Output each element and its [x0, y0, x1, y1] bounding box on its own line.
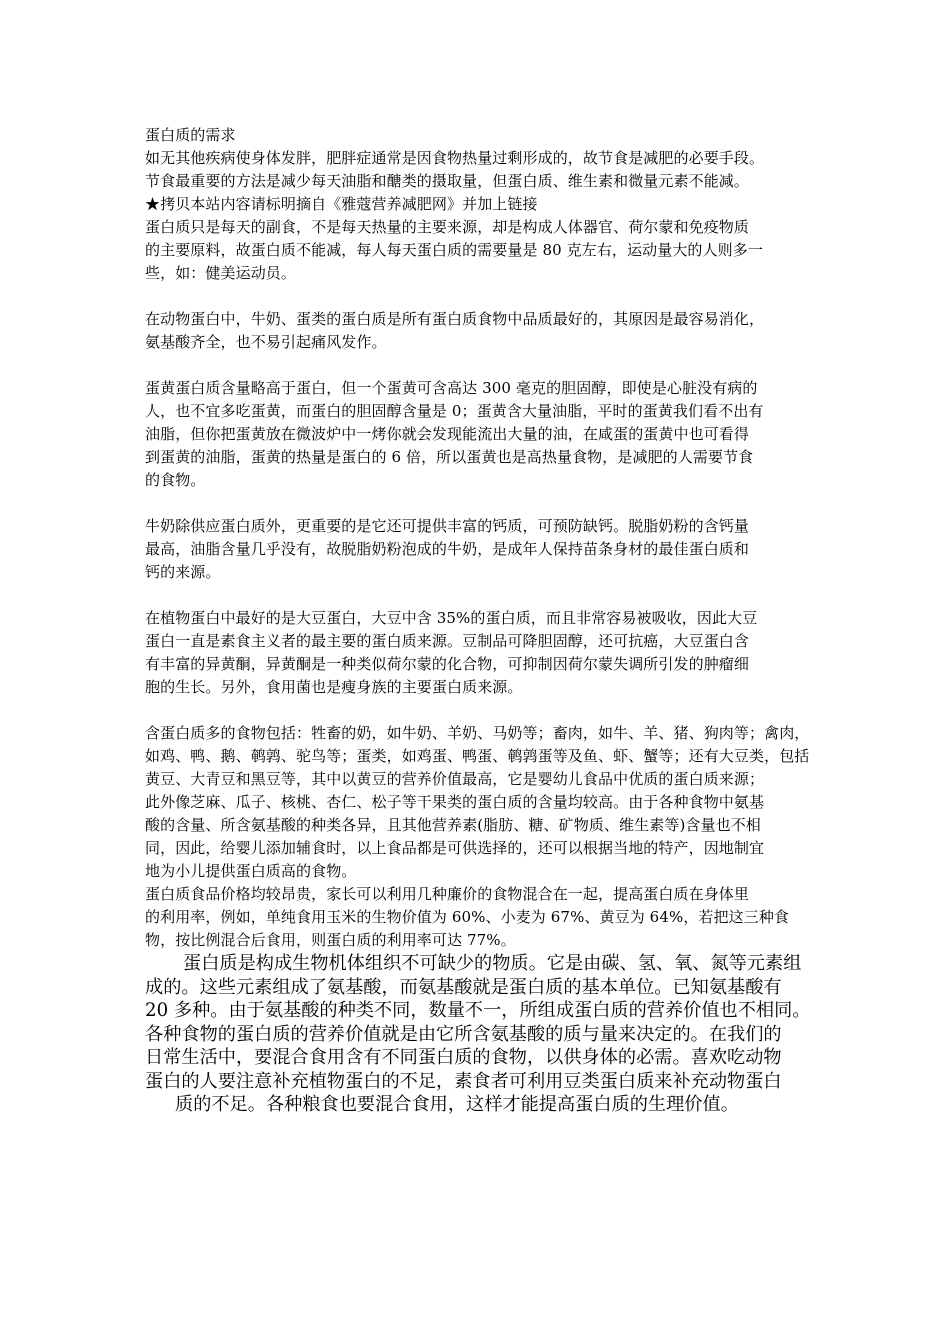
text-line: 些，如：健美运动员。: [145, 264, 297, 282]
intro-paragraph: [145, 147, 825, 216]
paragraph-protein-foods: [145, 722, 825, 883]
paragraph-gap: [145, 584, 825, 607]
paragraph-milk: [145, 515, 825, 584]
text-line: 牛奶除供应蛋白质外，更重要的是它还可提供丰富的钙质，可预防缺钙。脱脂奶粉的含钙量: [145, 517, 750, 535]
paragraph-gap: [145, 285, 825, 308]
text-line: 胞的生长。另外，食用菌也是瘦身族的主要蛋白质来源。: [145, 678, 523, 696]
text-line: 如鸡、鸭、鹅、鹌鹑、驼鸟等；蛋类，如鸡蛋、鸭蛋、鹌鹑蛋等及鱼、虾、蟹等；还有大豆类，包括: [145, 747, 810, 765]
text-line: 质的不足。各种粮食也要混合食用，这样才能提高蛋白质的生理价值。: [175, 1094, 739, 1115]
text-line: 钙的来源。: [145, 563, 221, 581]
text-line: 同，因此，给婴儿添加辅食时，以上食品都是可供选择的，还可以根据当地的特产，因地制宜: [145, 839, 765, 857]
text-line: 成的。这些元素组成了氨基酸，而氨基酸就是蛋白质的基本单位。已知氨基酸有: [145, 976, 782, 998]
text-line: 酸的含量、所含氨基酸的种类各异，且其他营养素(脂肪、糖、矿物质、维生素等)含量也不相: [145, 816, 761, 834]
paragraph-soy-protein: [145, 607, 825, 699]
paragraph-protein-role: [145, 216, 825, 285]
paragraph-amino-acids: [145, 952, 825, 1117]
text-line: 人，也不宜多吃蛋黄，而蛋白的胆固醇含量是 0；蛋黄含大量油脂，平时的蛋黄我们看不出有: [145, 402, 764, 420]
text-line: 蛋白质只是每天的副食，不是每天热量的主要来源，却是构成人体器官、荷尔蒙和免疫物质: [145, 218, 750, 236]
text-line: 的主要原料，故蛋白质不能减，每人每天蛋白质的需要量是 80 克左右，运动量大的人则多一: [145, 241, 763, 259]
document-title: 蛋白质的需求: [145, 126, 236, 144]
text-line: 蛋白一直是素食主义者的最主要的蛋白质来源。豆制品可降胆固醇，还可抗癌，大豆蛋白含: [145, 632, 750, 650]
text-line: 油脂，但你把蛋黄放在微波炉中一烤你就会发现能流出大量的油，在咸蛋的蛋黄中也可看得: [145, 425, 750, 443]
paragraph-egg-yolk: [145, 377, 825, 492]
text-line: 最高，油脂含量几乎没有，故脱脂奶粉泡成的牛奶，是成年人保持苗条身材的最佳蛋白质和: [145, 540, 750, 558]
text-line: 在动物蛋白中，牛奶、蛋类的蛋白质是所有蛋白质食物中品质最好的，其原因是最容易消化，: [145, 310, 765, 328]
text-line: 物，按比例混合后食用，则蛋白质的利用率可达 77%。: [145, 931, 516, 949]
text-line: 蛋白质食品价格均较昂贵，家长可以利用几种廉价的食物混合在一起，提高蛋白质在身体里: [145, 885, 750, 903]
paragraph-animal-protein: [145, 308, 825, 354]
text-line: 含蛋白质多的食物包括：牲畜的奶，如牛奶、羊奶、马奶等；畜肉，如牛、羊、猪、狗肉等；禽肉，: [145, 724, 810, 742]
text-line: 到蛋黄的油脂，蛋黄的热量是蛋白的 6 倍，所以蛋黄也是高热量食物，是减肥的人需要节食: [145, 448, 754, 466]
text-line: 20 多种。由于氨基酸的种类不同，数量不一，所组成蛋白质的营养价值也不相同。: [145, 1000, 811, 1021]
text-line: 氨基酸齐全，也不易引起痛风发作。: [145, 333, 387, 351]
text-line: 蛋白质是构成生物机体组织不可缺少的物质。它是由碳、氢、氧、氮等元素组: [183, 953, 802, 974]
text-line: 在植物蛋白中最好的是大豆蛋白，大豆中含 35%的蛋白质，而且非常容易被吸收，因此大豆: [145, 609, 758, 627]
copyright-notice: ★拷贝本站内容请标明摘自《雅蔻营养减肥网》并加上链接: [145, 195, 538, 213]
paragraph-gap: [145, 492, 825, 515]
paragraph-gap: [145, 354, 825, 377]
text-line: 地为小儿提供蛋白质高的食物。: [145, 862, 357, 880]
text-line: 日常生活中，要混合食用含有不同蛋白质的食物，以供身体的必需。喜欢吃动物: [145, 1047, 782, 1068]
text-line: 节食最重要的方法是减少每天油脂和醣类的摄取量，但蛋白质、维生素和微量元素不能减。: [145, 172, 750, 190]
text-line: 各种食物的蛋白质的营养价值就是由它所含氨基酸的质与量来决定的。在我们的: [145, 1023, 782, 1045]
text-line: 的食物。: [145, 471, 206, 489]
text-line: 有丰富的异黄酮，异黄酮是一种类似荷尔蒙的化合物，可抑制因荷尔蒙失调所引发的肿瘤细: [145, 655, 750, 673]
paragraph-food-mixing: [145, 883, 825, 952]
text-line: 蛋白的人要注意补充植物蛋白的不足，素食者可利用豆类蛋白质来补充动物蛋白: [145, 1070, 782, 1092]
text-line: 的利用率，例如，单纯食用玉米的生物价值为 60%、小麦为 67%、黄豆为 64%，若把这三种食: [145, 908, 790, 926]
text-line: 如无其他疾病使身体发胖，肥胖症通常是因食物热量过剩形成的，故节食是减肥的必要手段。: [145, 149, 765, 167]
text-line: 黄豆、大青豆和黑豆等，其中以黄豆的营养价值最高，它是婴幼儿食品中优质的蛋白质来源；: [145, 770, 765, 788]
document-body: [145, 124, 825, 1117]
text-line: 蛋黄蛋白质含量略高于蛋白，但一个蛋黄可含高达 300 毫克的胆固醇，即使是心脏没有病的: [145, 379, 758, 397]
paragraph-gap: [145, 699, 825, 722]
text-line: 此外像芝麻、瓜子、核桃、杏仁、松子等干果类的蛋白质的含量均较高。由于各种食物中氨基: [145, 793, 765, 811]
